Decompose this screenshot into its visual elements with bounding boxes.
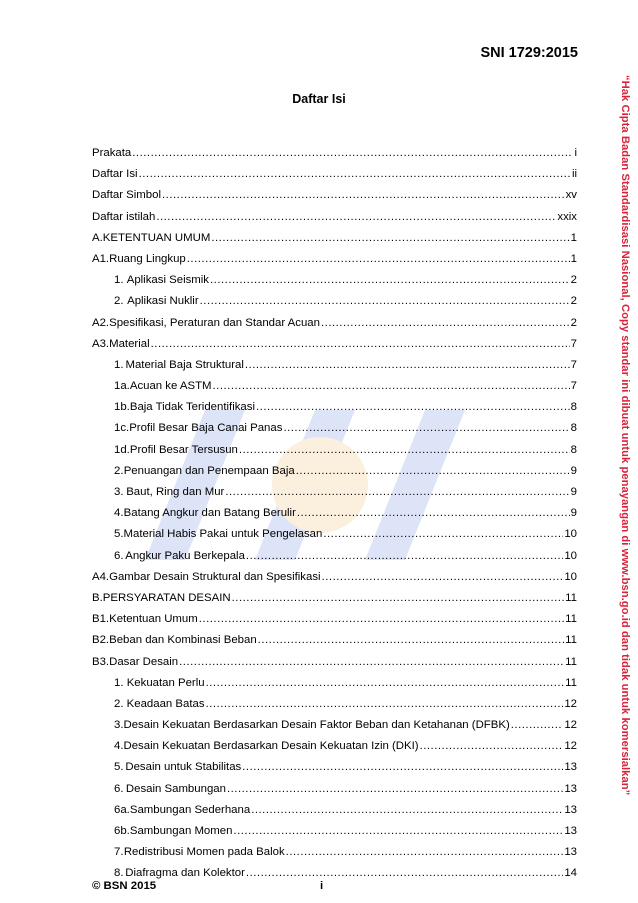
toc-entry-label: Ruang Lingkup xyxy=(109,252,186,265)
toc-entry[interactable] xyxy=(92,863,577,884)
toc-dot-leader xyxy=(139,164,571,185)
toc-entry-number: A4. xyxy=(92,570,110,583)
table-of-contents xyxy=(92,143,577,885)
toc-entry-number: 6a. xyxy=(114,803,130,816)
document-code: SNI 1729:2015 xyxy=(480,45,578,61)
toc-entry[interactable] xyxy=(92,440,577,461)
toc-entry-label: Desain Sambungan xyxy=(125,782,226,795)
toc-dot-leader xyxy=(511,715,564,736)
toc-entry-number: B3. xyxy=(92,655,110,668)
toc-entry[interactable] xyxy=(92,270,577,291)
footer-page-number: i xyxy=(320,880,324,892)
toc-entry-page: 11 xyxy=(565,613,577,626)
toc-entry-number: 2. xyxy=(114,697,124,710)
toc-entry-label: Gambar Desain Struktural dan Spesifikasi xyxy=(109,570,321,583)
toc-entry-number: 8. xyxy=(114,867,124,880)
toc-entry[interactable] xyxy=(92,355,577,376)
toc-entry-page: 12 xyxy=(564,697,577,710)
toc-entry-number: 6. xyxy=(114,549,124,562)
toc-entry[interactable] xyxy=(92,630,577,651)
toc-entry-label: Ketentuan Umum xyxy=(109,613,198,626)
toc-entry-page: 8 xyxy=(570,443,577,456)
toc-entry[interactable] xyxy=(92,418,577,439)
toc-entry-page: 9 xyxy=(570,464,577,477)
page-title: Daftar Isi xyxy=(292,92,346,106)
toc-entry-page: xv xyxy=(565,189,577,202)
toc-entry[interactable] xyxy=(92,461,577,482)
toc-entry-page: 13 xyxy=(564,761,577,774)
toc-entry-number: 1. xyxy=(114,676,124,689)
toc-dot-leader xyxy=(256,397,570,418)
toc-entry-page: 8 xyxy=(570,422,577,435)
toc-entry-page: 7 xyxy=(570,337,577,350)
toc-entry-label: Dasar Desain xyxy=(109,655,179,668)
toc-entry-page: i xyxy=(574,147,577,159)
toc-dot-leader xyxy=(187,249,570,270)
toc-entry-label: Aplikasi Seismik xyxy=(126,274,210,287)
toc-entry-number: 1b. xyxy=(114,401,130,414)
toc-entry-page: 11 xyxy=(565,634,577,647)
copyright-side-note: “Hak Cipta Badan Standardisasi Nasional, Copy standar ini dibuat untuk penayangan di www.bsn.go.id dan tidak untuk komersialkan” xyxy=(619,75,631,796)
toc-dot-leader xyxy=(156,207,556,228)
toc-dot-leader xyxy=(321,313,570,334)
toc-entry-page: 13 xyxy=(564,803,577,816)
toc-entry[interactable] xyxy=(92,779,577,800)
toc-entry-label: Redistribusi Momen pada Balok xyxy=(123,846,285,859)
toc-entry-page: 9 xyxy=(570,507,577,520)
toc-entry[interactable] xyxy=(92,757,577,778)
footer-copyright: © BSN 2015 xyxy=(92,880,157,892)
toc-dot-leader xyxy=(227,779,563,800)
toc-entry-label: Profil Besar Tersusun xyxy=(129,443,238,456)
toc-entry[interactable] xyxy=(92,143,577,164)
toc-entry-label: KETENTUAN UMUM xyxy=(102,231,211,244)
toc-dot-leader xyxy=(162,185,565,206)
toc-entry-label: Batang Angkur dan Batang Berulir xyxy=(123,507,296,520)
toc-dot-leader xyxy=(251,800,563,821)
toc-entry-page: 1 xyxy=(570,231,577,244)
toc-dot-leader xyxy=(213,376,570,397)
toc-entry-label: Beban dan Kombinasi Beban xyxy=(109,634,257,647)
toc-dot-leader xyxy=(420,736,564,757)
toc-entry[interactable] xyxy=(92,673,577,694)
toc-entry-page: 13 xyxy=(564,846,577,859)
toc-entry-page: 14 xyxy=(564,867,577,880)
toc-entry-label: Aplikasi Nuklir xyxy=(127,295,199,308)
toc-entry-page: 11 xyxy=(565,655,577,668)
toc-entry-page: 10 xyxy=(564,528,577,541)
toc-dot-leader xyxy=(132,143,573,164)
toc-entry-number: B2. xyxy=(92,634,110,647)
toc-entry-number: 1a. xyxy=(114,380,130,393)
toc-entry-number: 1. xyxy=(114,274,124,287)
toc-entry-label: Angkur Paku Berkepala xyxy=(125,549,245,562)
toc-entry-number: 4. xyxy=(114,740,124,753)
toc-entry-number: 3. xyxy=(114,486,124,498)
toc-entry[interactable] xyxy=(92,800,577,821)
toc-entry-page: 10 xyxy=(564,549,577,562)
toc-dot-leader xyxy=(246,863,563,884)
toc-dot-leader xyxy=(199,609,564,630)
toc-dot-leader xyxy=(210,270,570,291)
toc-entry-label: Daftar Isi xyxy=(92,168,138,181)
toc-entry-number: 6b. xyxy=(114,825,130,837)
toc-entry-label: Penuangan dan Penempaan Baja xyxy=(123,464,295,477)
toc-dot-leader xyxy=(286,842,564,863)
toc-dot-leader xyxy=(258,630,565,651)
toc-entry-number: B. xyxy=(92,591,103,604)
toc-entry[interactable] xyxy=(92,821,577,842)
toc-dot-leader xyxy=(296,461,570,482)
toc-dot-leader xyxy=(239,440,570,461)
toc-entry-number: 1d. xyxy=(114,443,130,456)
toc-entry-number: A. xyxy=(92,231,103,244)
toc-entry-label: Material xyxy=(109,337,150,350)
toc-entry-number: A3. xyxy=(92,337,110,350)
toc-entry-number: 5. xyxy=(114,761,124,774)
toc-entry[interactable] xyxy=(92,524,577,545)
toc-entry-page: 7 xyxy=(570,380,577,393)
toc-entry[interactable] xyxy=(92,228,577,249)
toc-entry-number: B1. xyxy=(92,613,110,626)
toc-entry-page: 10 xyxy=(564,570,577,583)
toc-entry[interactable] xyxy=(92,291,577,312)
toc-entry-label: Material Baja Struktural xyxy=(125,358,244,371)
toc-entry[interactable] xyxy=(92,715,577,736)
toc-entry-label: PERSYARATAN DESAIN xyxy=(102,591,231,604)
toc-entry-number: 2. xyxy=(114,464,124,477)
toc-dot-leader xyxy=(246,546,563,567)
toc-entry-page: 8 xyxy=(570,401,577,414)
toc-entry-number: 6. xyxy=(114,782,124,795)
toc-entry[interactable] xyxy=(92,482,577,503)
toc-entry-number: A2. xyxy=(92,316,110,329)
toc-entry[interactable] xyxy=(92,207,577,228)
toc-dot-leader xyxy=(211,228,569,249)
toc-entry-page: ii xyxy=(571,168,577,181)
toc-entry-page: 12 xyxy=(564,740,577,753)
toc-entry-page: 11 xyxy=(565,676,577,689)
toc-dot-leader xyxy=(245,355,570,376)
toc-entry-label: Prakata xyxy=(92,147,132,159)
toc-entry[interactable] xyxy=(92,609,577,630)
toc-dot-leader xyxy=(323,524,563,545)
toc-entry-label: Sambungan Momen xyxy=(129,825,233,837)
toc-entry-page: 11 xyxy=(565,591,577,604)
toc-entry-number: 7. xyxy=(114,846,124,859)
toc-entry[interactable] xyxy=(92,249,577,270)
toc-entry[interactable] xyxy=(92,164,577,185)
toc-entry-label: Keadaan Batas xyxy=(126,697,205,710)
toc-entry-label: Daftar istilah xyxy=(92,210,156,223)
toc-entry[interactable] xyxy=(92,503,577,524)
toc-dot-leader xyxy=(206,673,565,694)
toc-entry[interactable] xyxy=(92,334,577,355)
toc-entry-page: 13 xyxy=(564,825,577,837)
toc-entry-number: 3. xyxy=(114,719,124,732)
toc-entry-label: Desain Kekuatan Berdasarkan Desain Faktor Beban dan Ketahanan (DFBK) xyxy=(123,719,510,732)
toc-entry-number: 1. xyxy=(114,358,124,371)
toc-entry-label: Sambungan Sederhana xyxy=(129,803,251,816)
toc-entry-label: Daftar Simbol xyxy=(92,189,162,202)
toc-entry-number: 5. xyxy=(114,528,124,541)
toc-entry-label: Baja Tidak Teridentifikasi xyxy=(129,401,255,414)
toc-entry-label: Desain untuk Stabilitas xyxy=(125,761,242,774)
toc-entry[interactable] xyxy=(92,736,577,757)
toc-dot-leader xyxy=(232,588,565,609)
toc-entry-label: Kekuatan Perlu xyxy=(126,676,205,689)
toc-entry-label: Diafragma dan Kolektor xyxy=(125,867,245,880)
toc-dot-leader xyxy=(297,503,570,524)
toc-entry-page: 9 xyxy=(570,486,577,498)
toc-entry-page: xxix xyxy=(557,210,577,223)
toc-entry[interactable] xyxy=(92,694,577,715)
toc-dot-leader xyxy=(200,291,570,312)
toc-entry-label: Spesifikasi, Peraturan dan Standar Acuan xyxy=(109,316,320,329)
toc-entry-page: 13 xyxy=(564,782,577,795)
toc-dot-leader xyxy=(283,418,569,439)
toc-entry-label: Baut, Ring dan Mur xyxy=(126,486,225,498)
toc-dot-leader xyxy=(225,482,569,503)
toc-entry-label: Desain Kekuatan Berdasarkan Desain Kekuatan Izin (DKI) xyxy=(123,740,419,753)
toc-entry-page: 12 xyxy=(564,719,577,732)
toc-entry-number: 1c. xyxy=(114,422,130,435)
toc-dot-leader xyxy=(322,567,564,588)
toc-entry-page: 2 xyxy=(570,295,577,308)
toc-entry-number: 2. xyxy=(114,295,124,308)
toc-entry-page: 7 xyxy=(570,358,577,371)
toc-dot-leader xyxy=(233,821,563,842)
toc-entry[interactable] xyxy=(92,842,577,863)
toc-dot-leader xyxy=(151,334,570,355)
toc-dot-leader xyxy=(242,757,563,778)
toc-entry-label: Profil Besar Baja Canai Panas xyxy=(129,422,283,435)
toc-entry[interactable] xyxy=(92,313,577,334)
toc-entry[interactable] xyxy=(92,185,577,206)
toc-entry-page: 1 xyxy=(570,252,577,265)
toc-entry-label: Material Habis Pakai untuk Pengelasan xyxy=(123,528,323,541)
toc-entry-page: 2 xyxy=(570,274,577,287)
toc-entry[interactable] xyxy=(92,376,577,397)
toc-entry[interactable] xyxy=(92,588,577,609)
toc-entry[interactable] xyxy=(92,397,577,418)
toc-entry-number: 4. xyxy=(114,507,124,520)
toc-entry[interactable] xyxy=(92,546,577,567)
toc-entry[interactable] xyxy=(92,652,577,673)
toc-dot-leader xyxy=(179,652,564,673)
toc-entry-number: A1. xyxy=(92,252,110,265)
toc-entry-label: Acuan ke ASTM xyxy=(129,380,212,393)
toc-entry-page: 2 xyxy=(570,316,577,329)
toc-dot-leader xyxy=(206,694,564,715)
toc-entry[interactable] xyxy=(92,567,577,588)
